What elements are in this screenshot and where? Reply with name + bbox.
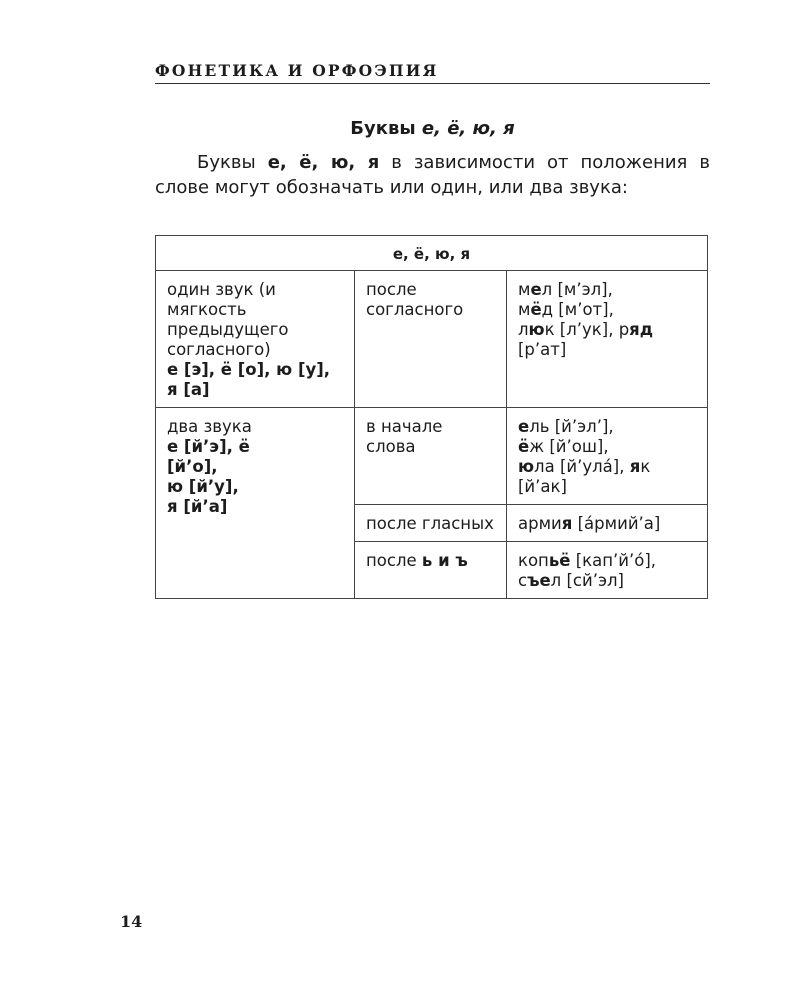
examples-after-signs: копьё [кап’й’о́], съел [сй’эл] — [507, 542, 708, 599]
header-rule — [155, 83, 710, 84]
two-sounds-values: е [й’э], ё [й’о], ю [й’у], я [й’а] — [167, 437, 250, 516]
section-title-letters: е, ё, ю, я — [421, 118, 515, 139]
examples-word-start: ель [й’эл’], ёж [й’ош], юла [й’ула́], як [й’ак] — [507, 408, 708, 505]
position-after-signs: после ь и ъ — [355, 542, 507, 599]
section-title — [155, 118, 710, 139]
intro-letters: е, ё, ю, я — [267, 152, 380, 173]
page-number: 14 — [120, 912, 143, 931]
position-word-start: в начале слова — [355, 408, 507, 505]
examples-after-vowels: армия [а́рмий’а] — [507, 505, 708, 542]
intro-start: Буквы — [197, 152, 256, 173]
one-sound-label: один звук (и мягкость предыдущего согласного) — [167, 280, 289, 359]
one-sound-position: после согласного — [355, 271, 507, 408]
phonetics-table — [155, 235, 708, 599]
two-sounds-label: два звука — [167, 417, 252, 436]
one-sound-examples: мел [м’эл], мёд [м’от], люк [л’ук], ряд [р’ат] — [507, 271, 708, 408]
table-row-two-sounds-start — [156, 408, 708, 505]
one-sound-values: е [э], ё [о], ю [у], я [а] — [167, 360, 331, 399]
section-title-prefix: Буквы — [350, 118, 416, 139]
running-head: ФОНЕТИКА И ОРФОЭПИЯ — [155, 61, 439, 80]
position-after-vowels: после гласных — [355, 505, 507, 542]
one-sound-cell — [156, 271, 355, 408]
table-row-one-sound — [156, 271, 708, 408]
intro-paragraph — [155, 150, 710, 200]
two-sounds-cell — [156, 408, 355, 599]
intro-rest: в зависимости от положения в слове могут обозначать или один, или два звука: — [155, 152, 710, 198]
table-header: е, ё, ю, я — [156, 236, 708, 271]
